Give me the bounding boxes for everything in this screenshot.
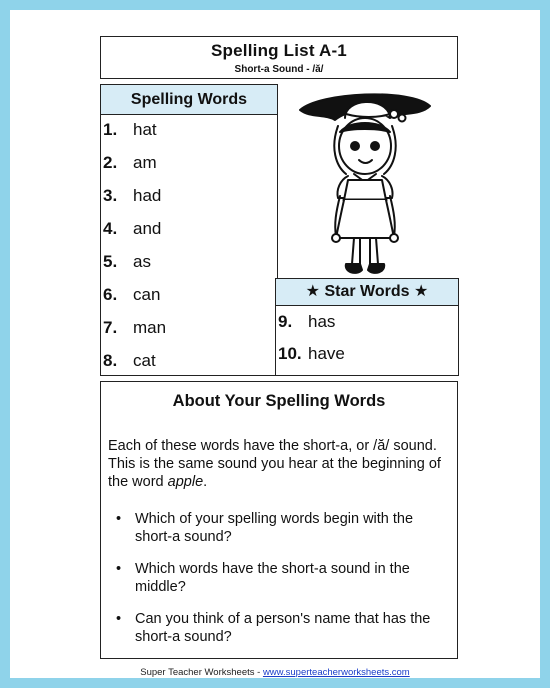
word-row: [103, 283, 160, 307]
question-list: [116, 510, 451, 660]
word: man: [133, 318, 167, 337]
worksheet-page: [10, 10, 540, 678]
question-item: [116, 510, 451, 546]
page-subtitle: Short-a Sound - /ă/: [234, 64, 324, 75]
word: as: [133, 252, 151, 271]
word-number: 10.: [278, 344, 302, 363]
word-number: 5.: [103, 252, 118, 271]
star-words-header: ★ Star Words ★: [276, 279, 458, 306]
word-number: 9.: [278, 312, 293, 331]
word-row: [103, 349, 156, 373]
footer-link[interactable]: www.superteacherworksheets.com: [262, 667, 410, 678]
title-box: [100, 36, 458, 79]
about-box: [100, 381, 458, 659]
word-row: [103, 217, 161, 241]
word: and: [133, 219, 162, 238]
about-title: About Your Spelling Words: [172, 392, 386, 410]
word-number: 6.: [103, 285, 118, 304]
bullet-icon: •: [116, 511, 122, 527]
word: have: [308, 344, 345, 363]
star-words-box: [275, 278, 459, 376]
word-row: [103, 184, 161, 208]
word-number: 2.: [103, 153, 118, 172]
footer-text: Super Teacher Worksheets -: [140, 667, 263, 678]
word-number: 4.: [103, 219, 118, 238]
bullet-icon: •: [116, 561, 122, 577]
word: has: [308, 312, 336, 331]
spelling-words-box: [100, 84, 278, 376]
girl-with-hat-illustration: [290, 88, 440, 280]
question-item: [116, 610, 451, 646]
question-text: Which words have the short-a sound in the middle?: [135, 561, 410, 595]
footer: [10, 667, 540, 678]
star-word-row: [278, 342, 345, 366]
page-title: Spelling List A-1: [211, 41, 347, 60]
bullet-icon: •: [116, 611, 122, 627]
word-row: [103, 250, 151, 274]
question-item: [116, 560, 451, 596]
intro-period: .: [203, 474, 208, 490]
word-number: 3.: [103, 186, 118, 205]
word-row: [103, 118, 157, 142]
word-number: 7.: [103, 318, 118, 337]
word: am: [133, 153, 157, 172]
intro-text: Each of these words have the short-a, or /ă/ sound. This is the same sound you hear at the beginning of the word: [108, 438, 441, 490]
intro-example-word: apple: [167, 474, 204, 490]
word: can: [133, 285, 161, 304]
spelling-words-header: Spelling Words: [101, 85, 277, 115]
about-intro: [108, 437, 448, 491]
word: hat: [133, 120, 157, 139]
word-row: [103, 151, 157, 175]
word: had: [133, 186, 162, 205]
star-word-row: [278, 310, 335, 334]
question-text: Which of your spelling words begin with the short-a sound?: [135, 511, 414, 545]
word-row: [103, 316, 166, 340]
question-text: Can you think of a person's name that has the short-a sound?: [135, 611, 431, 645]
word: cat: [133, 351, 156, 370]
word-number: 8.: [103, 351, 118, 370]
word-number: 1.: [103, 120, 118, 139]
